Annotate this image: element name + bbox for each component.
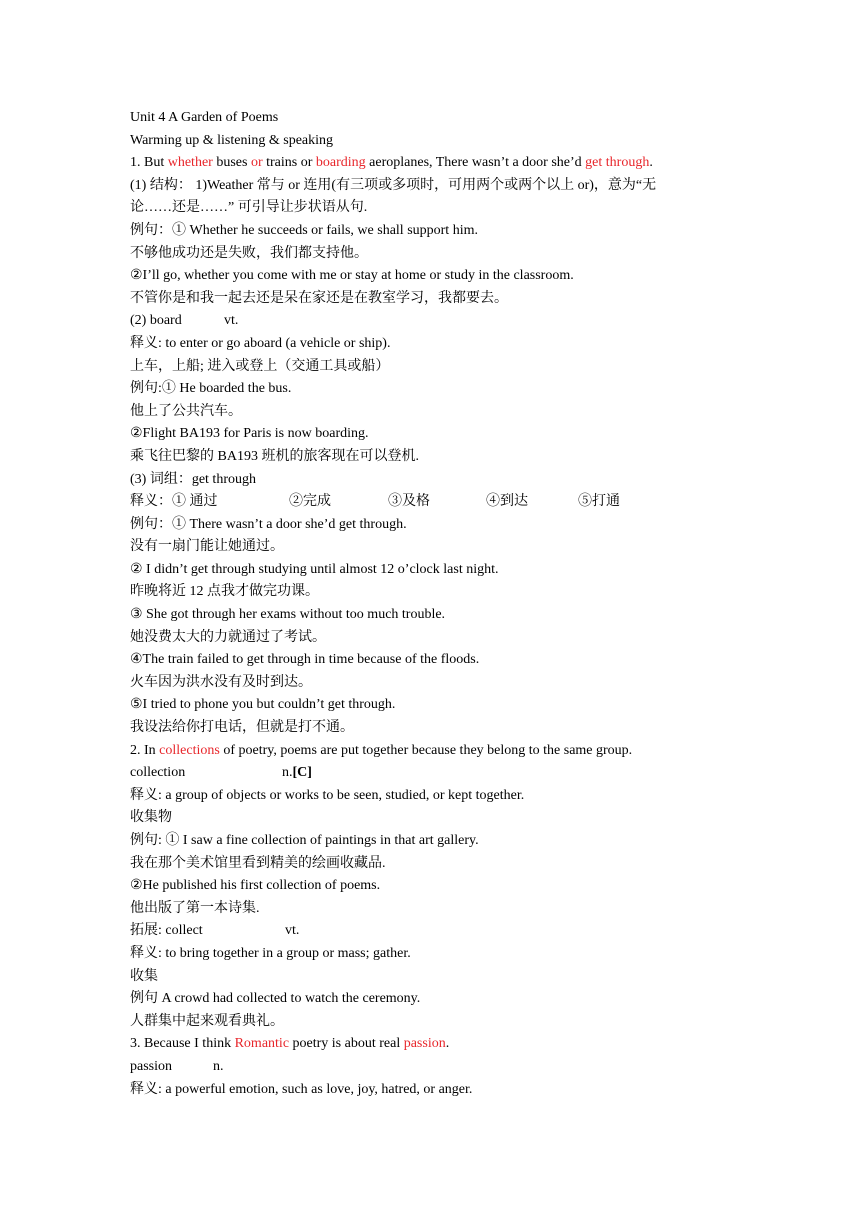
vocab-word: passion	[130, 1058, 172, 1074]
example-cn: 昨晚将近 12 点我才做完功课。	[130, 584, 319, 600]
example-cn: 我设法给你打电话，但就是打不通。	[130, 720, 354, 736]
text-span: 2. In	[130, 742, 160, 758]
phrase-meanings	[130, 491, 740, 514]
example-en: ④The train failed to get through in time because of the floods.	[130, 652, 480, 668]
sentence-2	[130, 740, 740, 763]
structure-note: (1) 结构： 1)Weather 常与 or 连用(有三项或多项时，可用两个或两个以上 or)，意为“无	[130, 177, 657, 193]
text-span: .	[649, 155, 653, 171]
definition-cn: 收集物	[130, 810, 172, 826]
example-cn: 不够他成功还是失败，我们都支持他。	[130, 245, 368, 261]
sentence-3	[130, 1033, 740, 1056]
text-span: of poetry, poems are put together because they belong to the same group.	[219, 742, 633, 758]
example-en: ③ She got through her exams without too much trouble.	[130, 607, 446, 623]
example-cn: 他出版了第一本诗集.	[130, 900, 260, 916]
example-cn: 我在那个美术馆里看到精美的绘画收藏品.	[130, 855, 386, 871]
structure-note-cont: 论……还是……” 可引导让步状语从句.	[130, 200, 368, 216]
doc-subtitle: Warming up & listening & speaking	[130, 132, 334, 148]
vocab-pos: n.	[282, 765, 293, 781]
meanings-label: 释义：	[130, 494, 172, 510]
vocab-passion	[130, 1056, 740, 1079]
vocab-pos: vt.	[285, 923, 300, 939]
vocab-word: collection	[130, 765, 186, 781]
vocab-pos: vt.	[224, 313, 239, 329]
text-span: 3. Because I think	[130, 1036, 235, 1052]
example-en: 例句: ① I saw a fine collection of paintings in that art gallery.	[130, 833, 479, 848]
vocab-word: 拓展: collect	[130, 923, 203, 939]
text-span: poetry is about real	[289, 1036, 404, 1052]
definition-en: 释义: a powerful emotion, such as love, joy, hatred, or anger.	[130, 1081, 473, 1097]
definition-en: 释义: to enter or go aboard (a vehicle or ship).	[130, 335, 391, 351]
definition-en: 释义: a group of objects or works to be seen, studied, or kept together.	[130, 787, 525, 803]
example-en: 例句 A crowd had collected to watch the ceremony.	[130, 991, 421, 1007]
vocab-board	[130, 310, 740, 333]
example-cn: 乘飞往巴黎的 BA193 班机的旅客现在可以登机.	[130, 448, 419, 464]
example-cn: 不管你是和我一起去还是呆在家还是在教室学习，我都要去。	[130, 290, 508, 306]
text-span: trains or	[262, 155, 316, 171]
highlight-word: whether	[167, 155, 213, 171]
definition-cn: 上车，上船; 进入或登上（交通工具或船）	[130, 358, 390, 374]
meaning-item: ②完成	[289, 494, 331, 510]
vocab-pos: n.	[213, 1058, 224, 1074]
highlight-word: or	[250, 155, 263, 171]
example-en: 例句：① There wasn’t a door she’d get through.	[130, 516, 407, 532]
meaning-item: ① 通过	[172, 494, 218, 510]
document-page	[130, 107, 740, 1101]
definition-en: 释义: to bring together in a group or mass; gather.	[130, 945, 411, 961]
highlight-word: Romantic	[234, 1036, 290, 1052]
text-span: 1. But	[130, 155, 168, 171]
meaning-item: ④到达	[486, 494, 528, 510]
example-en: 例句:① He boarded the bus.	[130, 381, 292, 397]
vocab-collection	[130, 762, 740, 785]
vocab-word: (2) board	[130, 313, 182, 329]
text-span: buses	[212, 155, 251, 171]
example-en: 例句：① Whether he succeeds or fails, we shall support him.	[130, 222, 478, 238]
example-cn: 人群集中起来观看典礼。	[130, 1013, 284, 1029]
example-cn: 她没费太大的力就通过了考试。	[130, 629, 326, 645]
text-span: aeroplanes, There wasn’t a door she’d	[365, 155, 586, 171]
example-en: ② I didn’t get through studying until almost 12 o’clock last night.	[130, 561, 499, 577]
meaning-item: ⑤打通	[578, 494, 620, 510]
example-cn: 火车因为洪水没有及时到达。	[130, 674, 312, 690]
highlight-word: passion	[403, 1036, 446, 1052]
example-en: ②I’ll go, whether you come with me or stay at home or study in the classroom.	[130, 268, 574, 284]
doc-title: Unit 4 A Garden of Poems	[130, 110, 279, 125]
vocab-countable: [C]	[292, 765, 312, 781]
highlight-word: get through	[585, 155, 650, 171]
text-span: .	[445, 1036, 450, 1052]
example-cn: 他上了公共汽车。	[130, 403, 242, 419]
vocab-collect	[130, 920, 740, 943]
phrase-heading: (3) 词组：get through	[130, 471, 256, 487]
example-cn: 没有一扇门能让她通过。	[130, 539, 284, 555]
example-en: ②He published his first collection of poems.	[130, 878, 381, 894]
highlight-word: boarding	[315, 155, 366, 171]
sentence-1	[130, 152, 740, 175]
example-en: ②Flight BA193 for Paris is now boarding.	[130, 426, 369, 442]
highlight-word: collections	[159, 742, 220, 758]
example-en: ⑤I tried to phone you but couldn’t get through.	[130, 697, 396, 713]
definition-cn: 收集	[130, 968, 158, 984]
meaning-item: ③及格	[388, 494, 430, 510]
